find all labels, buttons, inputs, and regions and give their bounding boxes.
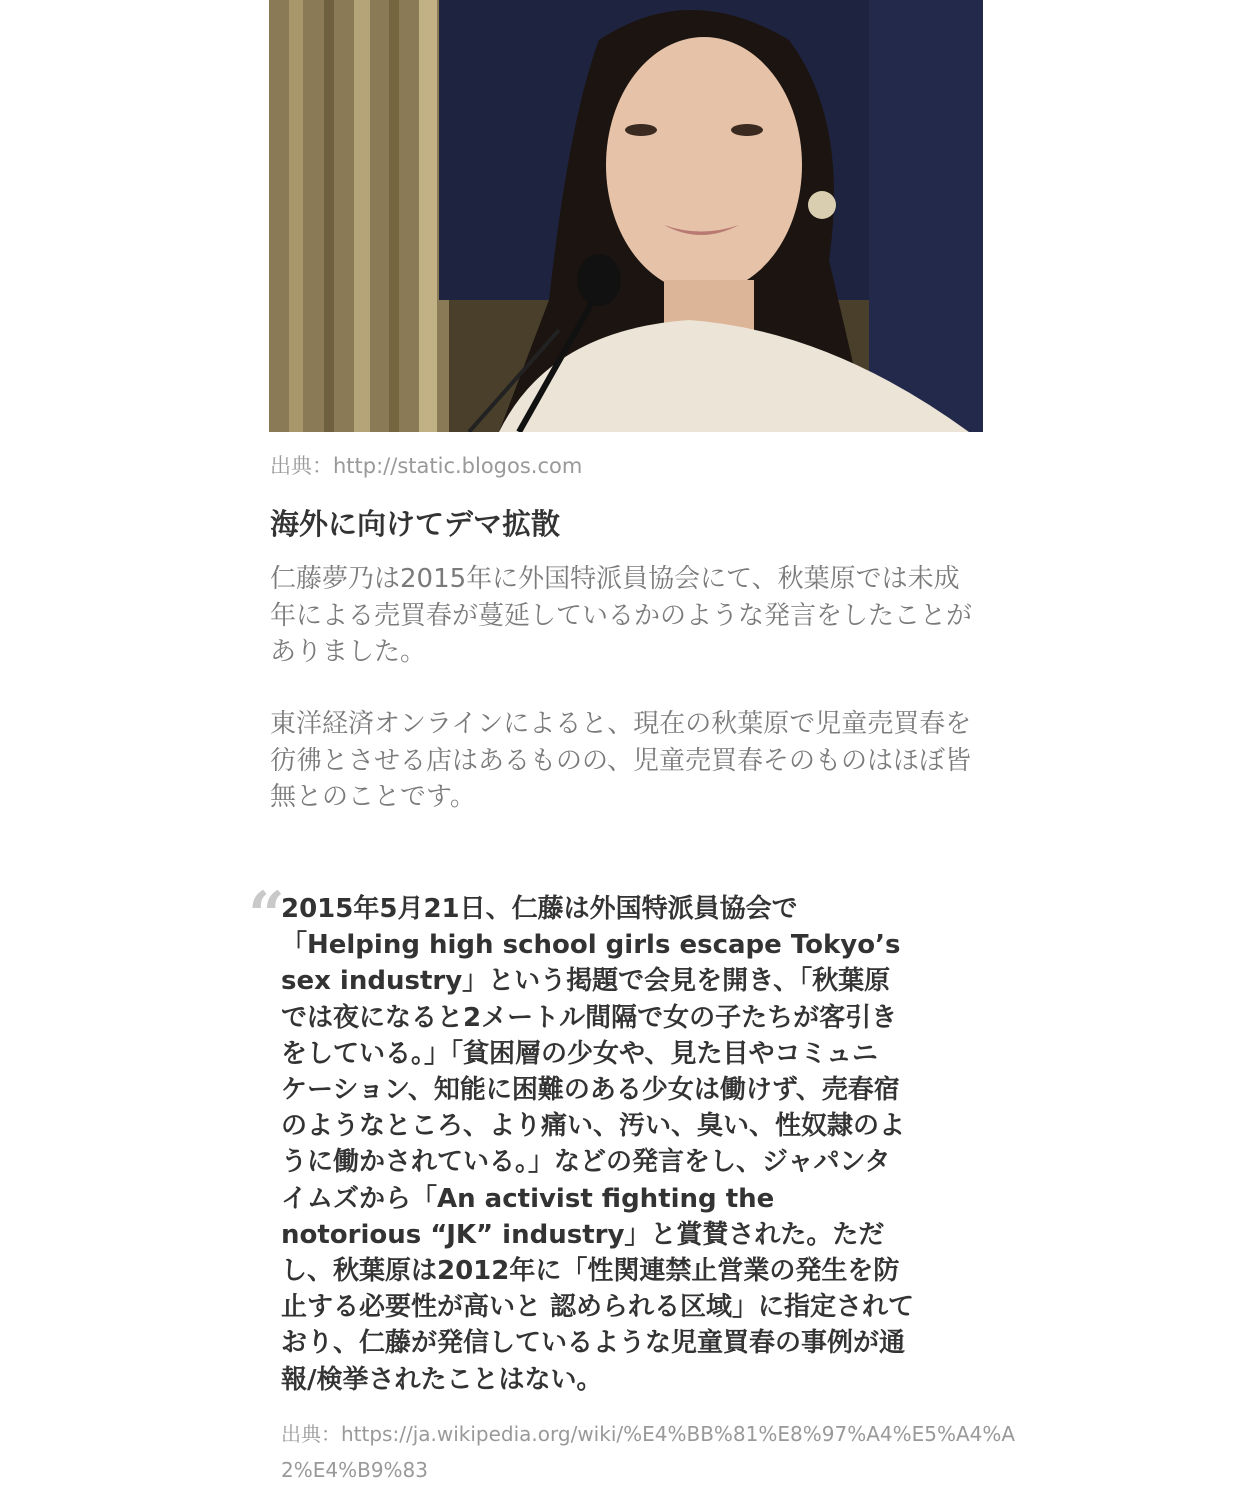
- quote-line: おり、仁藤が発信しているような児童買春の事例が通: [281, 1328, 906, 1359]
- body-paragraph: 東洋経済オンラインによると、現在の秋葉原で児童売買春を彷彿とさせる店はあるものの、児童売買春そのものはほぼ皆無とのことです。: [270, 709, 972, 812]
- body-paragraph: 仁藤夢乃は2015年に外国特派員協会にて、秋葉原では未成年による売買春が蔓延しているかのような発言をしたことがありました。: [270, 564, 973, 667]
- blockquote: [281, 891, 981, 1398]
- quote-line: sex industry」という掲題で会見を開き、「秋葉原: [281, 966, 891, 997]
- quote-line: 「Helping high school girls escape Tokyo’s: [281, 930, 901, 961]
- quote-source-link[interactable]: 出典：https://ja.wikipedia.org/wiki/%E4%BB%81%E8%97%A4%E5%A4%A2%E4%B9%83: [281, 1422, 1016, 1482]
- quote-line: 2015年5月21日、仁藤は外国特派員協会で: [281, 894, 798, 924]
- quote-line: ケーション、知能に困難のある少女は働けず、売春宿: [281, 1075, 900, 1106]
- quote-line: うに働かされている。」などの発言をし、ジャパンタ: [281, 1147, 891, 1178]
- portrait-illustration: [269, 0, 983, 432]
- quote-line: では夜になると2メートル間隔で女の子たちが客引き: [281, 1002, 898, 1033]
- image-source[interactable]: 出典：http://static.blogos.com: [270, 454, 583, 478]
- quote-line: のようなところ、より痛い、汚い、臭い、性奴隷のよ: [281, 1111, 906, 1142]
- quote-line: イムズから「An activist fighting the: [281, 1183, 775, 1214]
- quote-line: notorious “JK” industry」と賞賛された。ただ: [281, 1219, 885, 1250]
- quote-line: をしている。」「貧困層の少女や、見た目やコミュニ: [281, 1038, 878, 1069]
- quote-line: し、秋葉原は2012年に「性関連禁止営業の発生を防: [281, 1256, 900, 1287]
- quote-line: 止する必要性が高いと 認められる区域」に指定されて: [281, 1292, 915, 1323]
- quote-line: 報/検挙されたことはない。: [281, 1364, 603, 1395]
- quote-mark-icon: “: [248, 878, 285, 953]
- section-heading: 海外に向けてデマ拡散: [270, 507, 561, 541]
- article-photo: [269, 0, 983, 432]
